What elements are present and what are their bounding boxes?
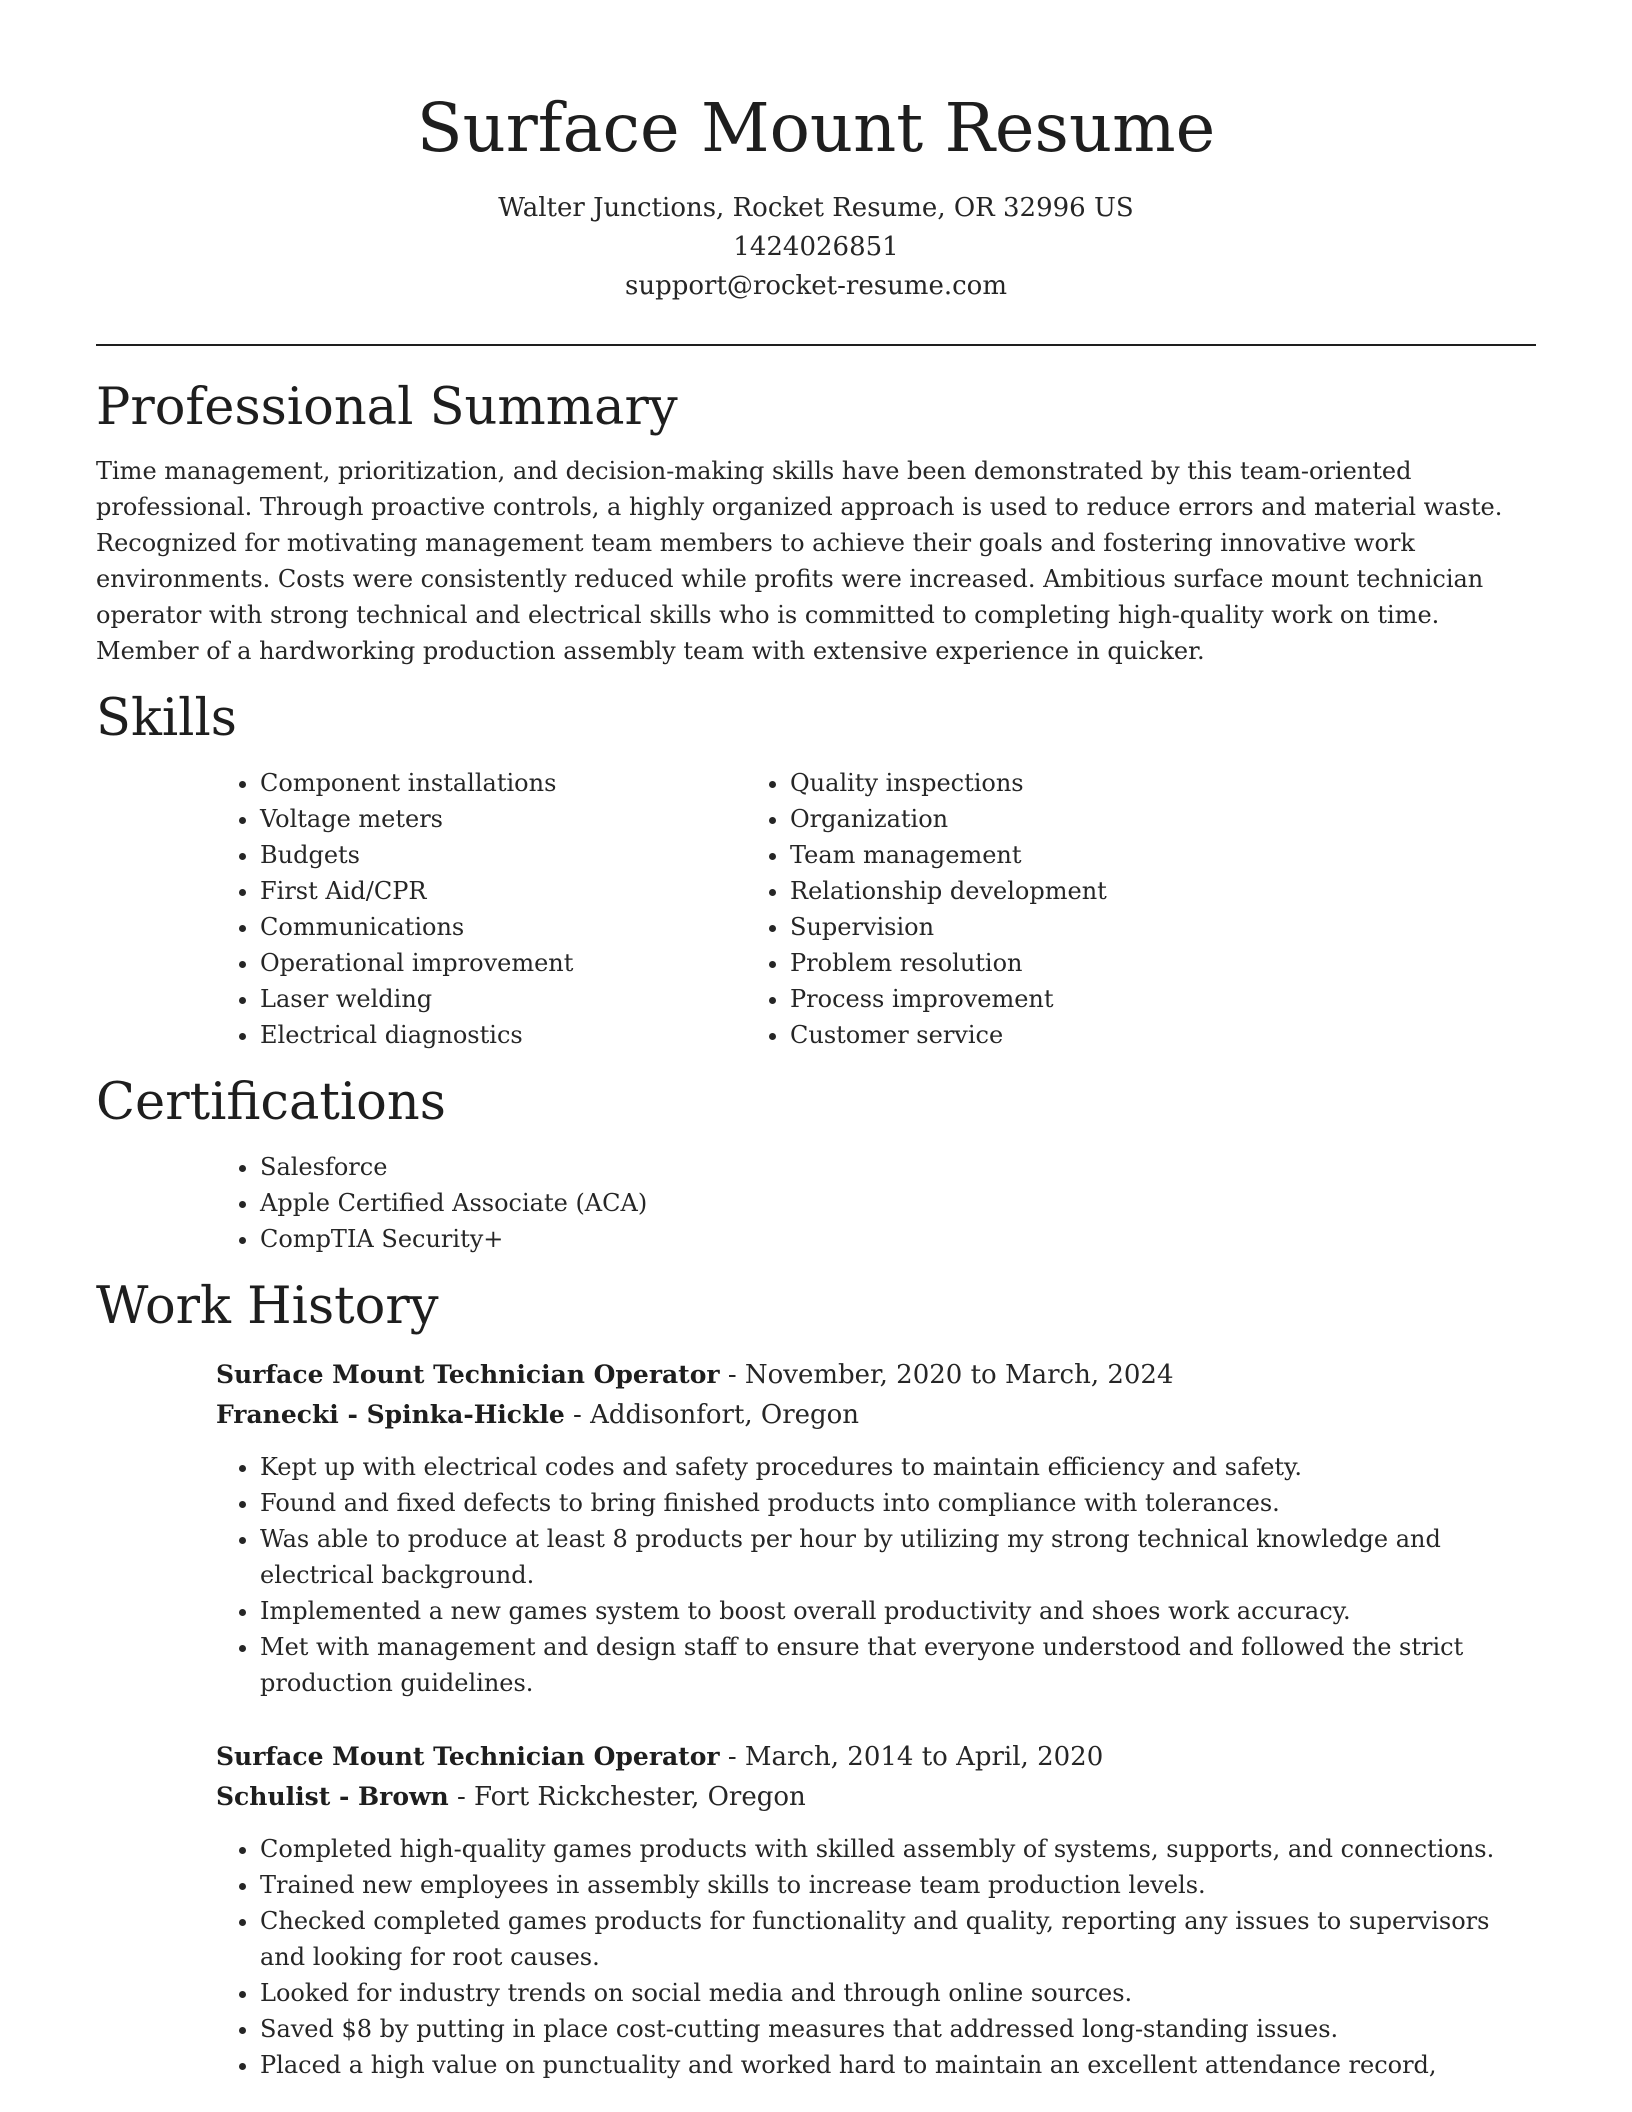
certification-item: • CompTIA Security+	[260, 1221, 1536, 1257]
job-dates: - March, 2014 to April, 2020	[719, 1742, 1104, 1772]
contact-address: Walter Junctions, Rocket Resume, OR 32996 US	[498, 193, 1134, 223]
job-title: Surface Mount Technician Operator	[216, 1742, 720, 1771]
skill-item: • Operational improvement	[260, 945, 746, 981]
job-bullet: • Trained new employees in assembly skills to increase team production levels.	[260, 1867, 1536, 1903]
skill-item: • Relationship development	[790, 873, 1346, 909]
job-bullet: • Implemented a new games system to boost overall productivity and shoes work accuracy.	[260, 1593, 1536, 1629]
job-title-line	[216, 1737, 1536, 1777]
job-bullet: • Kept up with electrical codes and safety procedures to maintain efficiency and safety.	[260, 1449, 1536, 1485]
contact-phone: 1424026851	[733, 232, 899, 262]
resume-page	[96, 0, 1536, 2083]
skills-list-left	[216, 765, 746, 1053]
job-bullet: • Was able to produce at least 8 products per hour by utilizing my strong technical knowledge and electrical background.	[260, 1521, 1536, 1593]
job-company: Franecki - Spinka-Hickle	[216, 1400, 565, 1429]
job-title-line	[216, 1355, 1536, 1395]
job-bullet: • Found and fixed defects to bring finished products into compliance with tolerances.	[260, 1485, 1536, 1521]
certifications-section	[96, 1073, 1536, 1257]
skill-item: • Supervision	[790, 909, 1346, 945]
skill-item: • Voltage meters	[260, 801, 746, 837]
header-divider	[96, 344, 1536, 346]
skills-section	[96, 689, 1536, 1053]
summary-section	[96, 378, 1536, 669]
skills-column-left	[96, 765, 746, 1053]
job-company-line	[216, 1395, 1536, 1435]
job-location: - Addisonfort, Oregon	[564, 1400, 860, 1430]
summary-heading: Professional Summary	[96, 378, 678, 437]
skill-item: • Budgets	[260, 837, 746, 873]
job-bullet: • Placed a high value on punctuality and worked hard to maintain an excellent attendance record,	[260, 2047, 1536, 2083]
resume-header	[96, 0, 1536, 306]
job-company-line	[216, 1777, 1536, 1817]
job-entry	[216, 1737, 1536, 2083]
job-bullet: • Completed high-quality games products with skilled assembly of systems, supports, and connections.	[260, 1831, 1536, 1867]
job-bullet: • Looked for industry trends on social media and through online sources.	[260, 1975, 1536, 2011]
job-title: Surface Mount Technician Operator	[216, 1360, 720, 1389]
certification-item: • Apple Certified Associate (ACA)	[260, 1185, 1536, 1221]
skill-item: • Problem resolution	[790, 945, 1346, 981]
job-bullet: • Saved $8 by putting in place cost-cutting measures that addressed long-standing issues.	[260, 2011, 1536, 2047]
skill-item: • Electrical diagnostics	[260, 1017, 746, 1053]
work-history-section	[96, 1277, 1536, 2083]
certifications-list	[216, 1149, 1536, 1257]
job-company: Schulist - Brown	[216, 1782, 449, 1811]
skill-item: • Process improvement	[790, 981, 1346, 1017]
job-bullet: • Checked completed games products for functionality and quality, reporting any issues to supervisors and looking for root causes.	[260, 1903, 1536, 1975]
skill-item: • Organization	[790, 801, 1346, 837]
skill-item: • Component installations	[260, 765, 746, 801]
skill-item: • First Aid/CPR	[260, 873, 746, 909]
certification-item: • Salesforce	[260, 1149, 1536, 1185]
skills-column-right	[746, 765, 1346, 1053]
work-history-heading: Work History	[96, 1277, 439, 1336]
skill-item: • Communications	[260, 909, 746, 945]
certifications-heading: Certifications	[96, 1073, 446, 1132]
skills-list-right	[746, 765, 1346, 1053]
job-dates: - November, 2020 to March, 2024	[719, 1360, 1174, 1390]
job-entry	[216, 1355, 1536, 1701]
skill-item: • Quality inspections	[790, 765, 1346, 801]
job-bullet: • Met with management and design staff to ensure that everyone understood and followed the strict production guidelines.	[260, 1629, 1536, 1701]
skill-item: • Customer service	[790, 1017, 1346, 1053]
summary-text: Time management, prioritization, and decision-making skills have been demonstrated by this team-oriented professional. Through proactive controls, a highly organized approach is used to reduce errors and material waste. Recognized for motivating management team members to achieve their goals and fostering innovative work environments. Costs were consistently reduced while profits were increased. Ambitious surface mount technician operator with strong technical and electrical skills who is committed to completing high-quality work on time. Member of a hardworking production assembly team with extensive experience in quicker.	[96, 457, 1503, 665]
skill-item: • Laser welding	[260, 981, 746, 1017]
job-bullets	[216, 1831, 1536, 2083]
job-location: - Fort Rickchester, Oregon	[448, 1782, 806, 1812]
skills-columns	[96, 765, 1536, 1053]
resume-title: Surface Mount Resume	[416, 89, 1216, 167]
job-bullets	[216, 1449, 1536, 1701]
contact-email: support@rocket-resume.com	[624, 271, 1007, 301]
skills-heading: Skills	[96, 689, 237, 748]
skill-item: • Team management	[790, 837, 1346, 873]
